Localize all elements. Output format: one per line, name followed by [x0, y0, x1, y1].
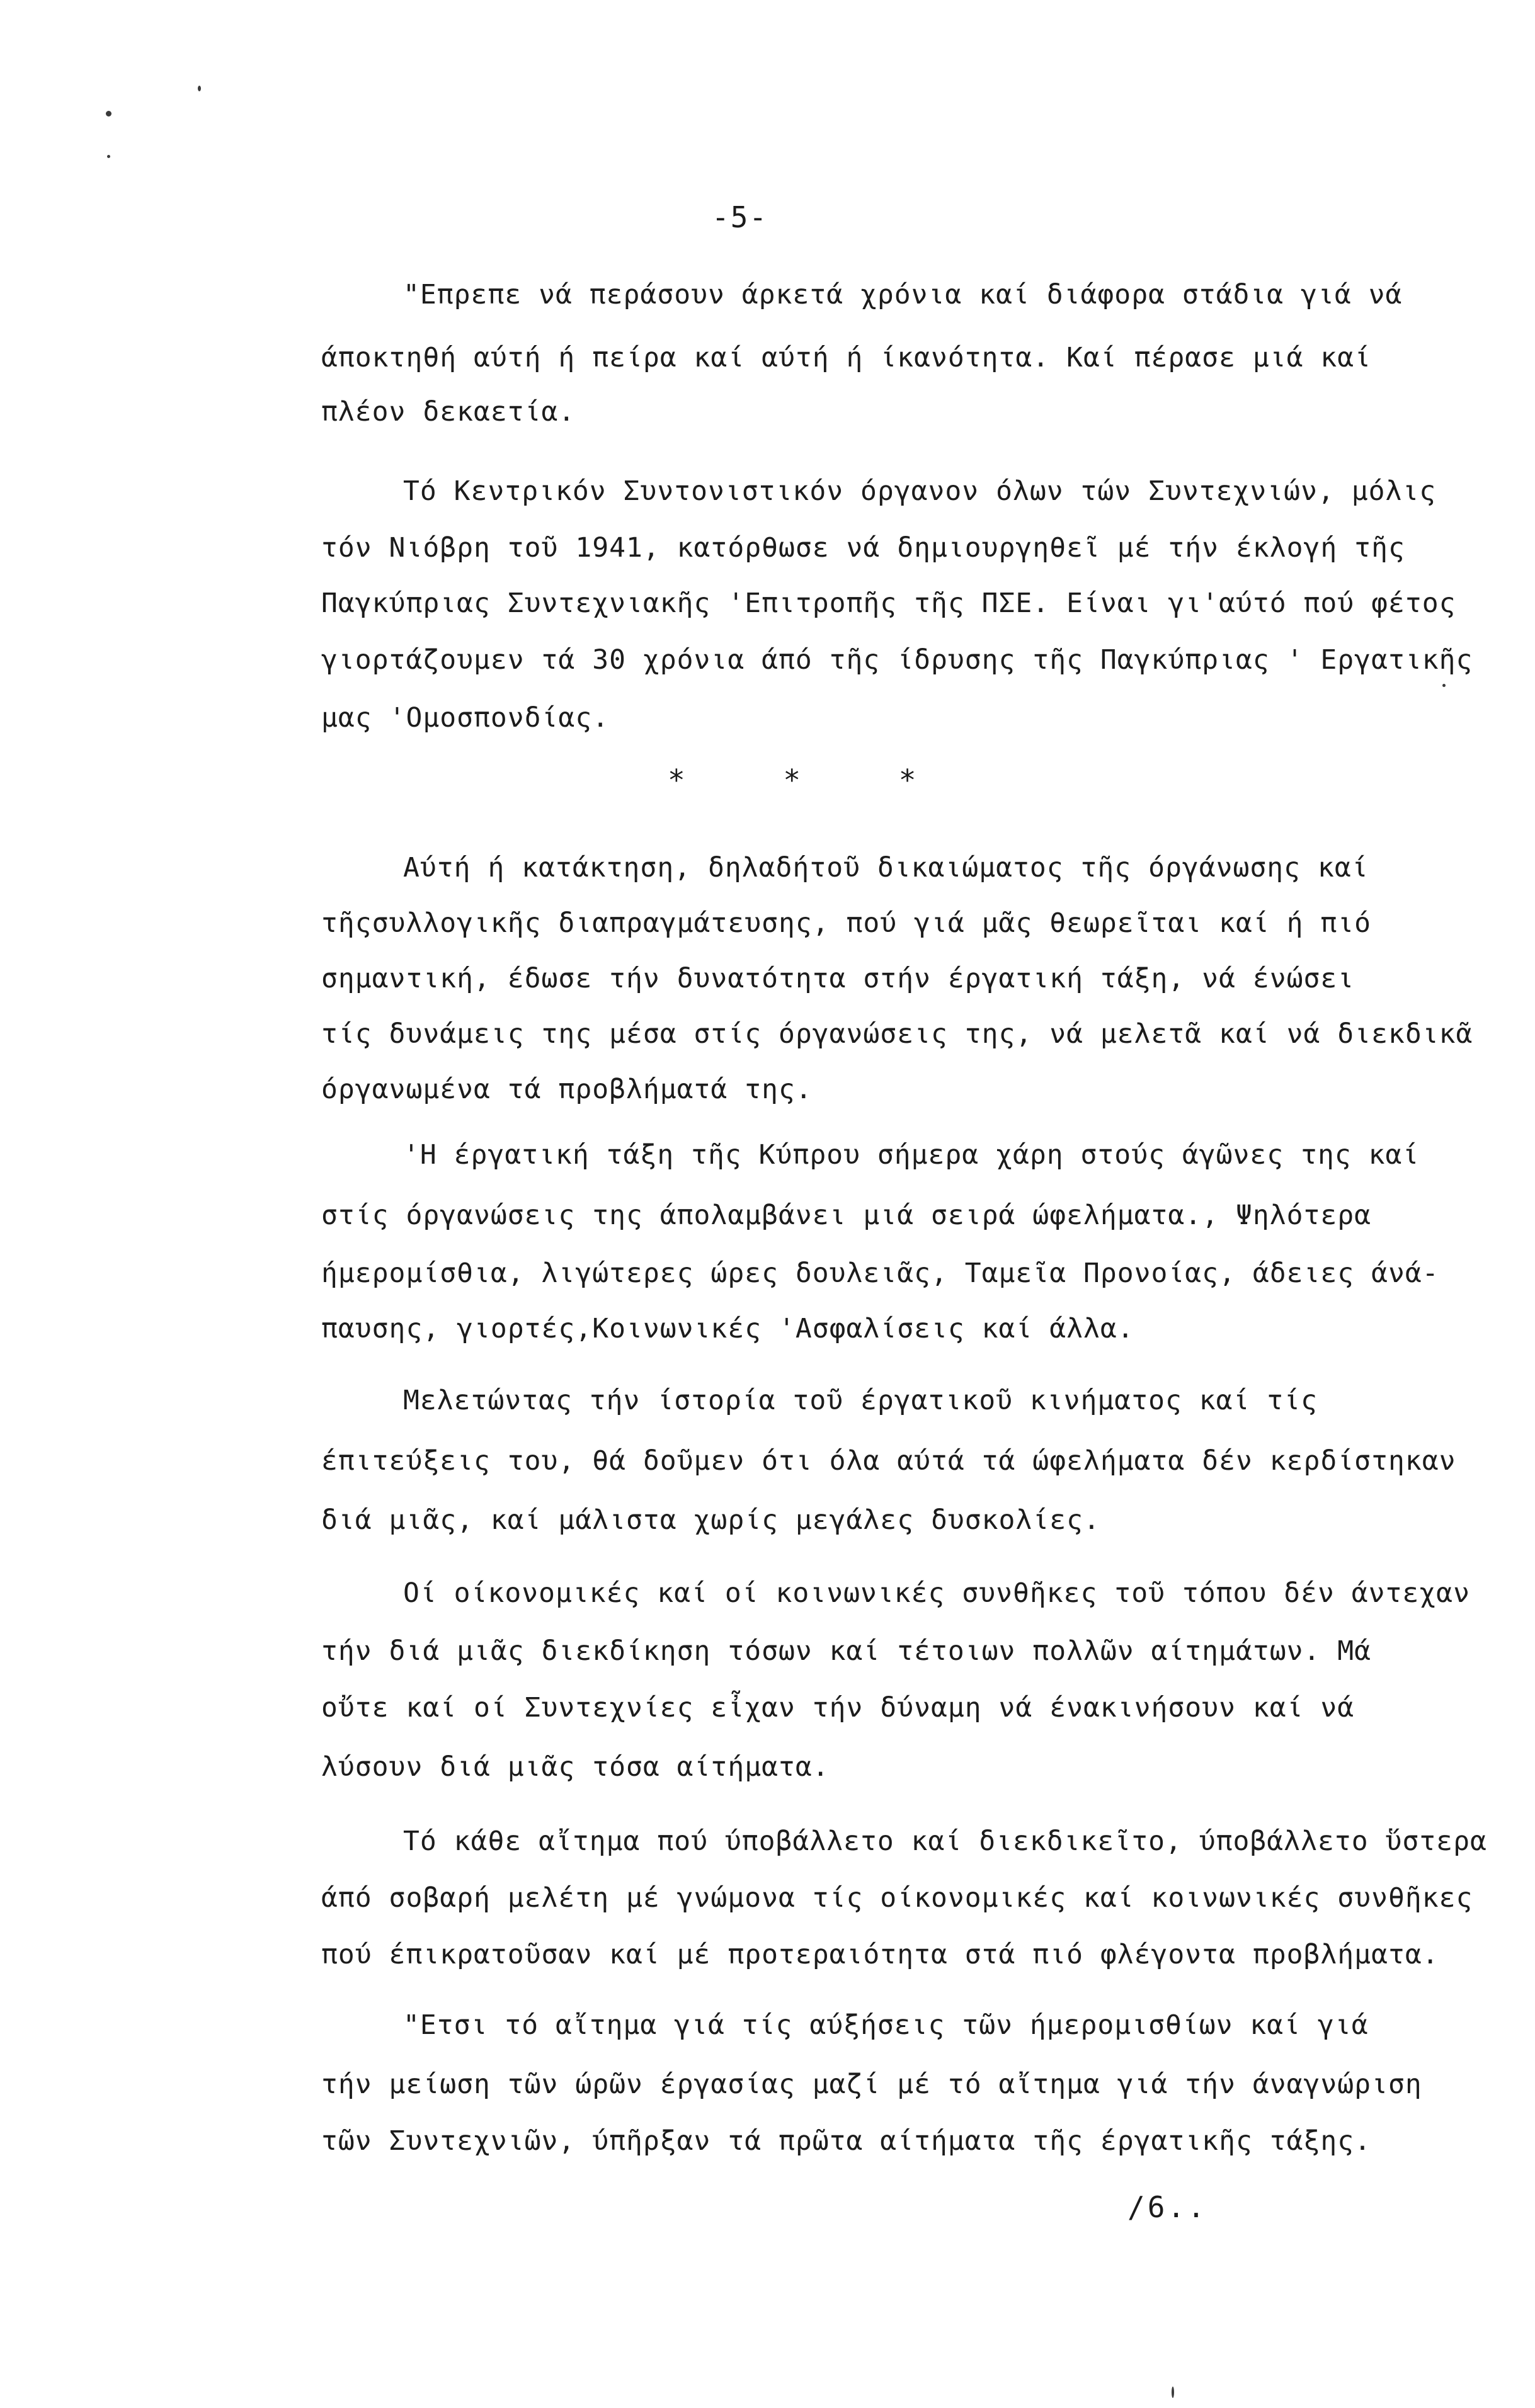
scan-speck — [107, 155, 110, 158]
text-line: οὔτε καί οί Συντεχνίες εἶχαν τήν δύναμη νά ένακινήσουν καί νά — [321, 1692, 1355, 1724]
text-line: 'Η έργατική τάξη τῆς Κύπρου σήμερα χάρη στούς άγῶνες της καί — [403, 1139, 1420, 1171]
scan-speck — [1172, 2387, 1174, 2398]
text-line: Αύτή ή κατάκτηση, δηλαδήτοῦ δικαιώματος τῆς όργάνωσης καί — [403, 852, 1369, 883]
section-separator: * * * — [668, 763, 957, 797]
text-line: όργανωμένα τά προβλήματά της. — [321, 1074, 813, 1105]
text-line: "Επρεπε νά περάσουν άρκετά χρόνια καί διάφορα στάδια γιά νά — [403, 279, 1403, 310]
text-line: λύσουν διά μιᾶς τόσα αίτήματα. — [321, 1751, 830, 1783]
text-line: Παγκύπριας Συντεχνιακῆς 'Επιτροπῆς τῆς ΠΣΕ. Είναι γι'αύτό πού φέτος — [321, 588, 1456, 619]
text-line: Μελετώντας τήν ίστορία τοῦ έργατικοῦ κινήματος καί τίς — [403, 1385, 1318, 1416]
text-line: παυσης, γιορτές,Κοινωνικές 'Ασφαλίσεις καί άλλα. — [321, 1313, 1134, 1344]
text-line: πού έπικρατοῦσαν καί μέ προτεραιότητα στά πιό φλέγοντα προβλήματα. — [321, 1939, 1439, 1970]
text-line: πλέον δεκαετία. — [321, 396, 576, 428]
text-line: διά μιᾶς, καί μάλιστα χωρίς μεγάλες δυσκολίες. — [321, 1504, 1100, 1536]
text-line: έπιτεύξεις του, θά δοῦμεν ότι όλα αύτά τά ώφελήματα δέν κερδίστηκαν — [321, 1445, 1456, 1477]
text-line: τήν διά μιᾶς διεκδίκηση τόσων καί τέτοιων πολλῶν αίτημάτων. Μά — [321, 1635, 1372, 1667]
text-line: Οί οίκονομικές καί οί κοινωνικές συνθῆκες τοῦ τόπου δέν άντεχαν — [403, 1577, 1470, 1609]
scan-speck — [106, 111, 111, 116]
text-line: τῆςσυλλογικῆς διαπραγμάτευσης, πού γιά μᾶς θεωρεῖται καί ή πιό — [321, 907, 1372, 939]
text-line: τίς δυνάμεις της μέσα στίς όργανώσεις της, νά μελετᾶ καί νά διεκδικᾶ — [321, 1018, 1473, 1050]
text-line: στίς όργανώσεις της άπολαμβάνει μιά σειρά ώφελήματα., Ψηλότερα — [321, 1200, 1372, 1231]
text-line: άποκτηθή αύτή ή πείρα καί αύτή ή ίκανότητα. Καί πέρασε μιά καί — [321, 342, 1372, 373]
text-line: Τό Κεντρικόν Συντονιστικόν όργανον όλων τών Συντεχνιών, μόλις — [403, 475, 1437, 507]
text-line: τῶν Συντεχνιῶν, ύπῆρξαν τά πρῶτα αίτήματα τῆς έργατικῆς τάξης. — [321, 2125, 1372, 2157]
text-line: τήν μείωση τῶν ώρῶν έργασίας μαζί μέ τό αἴτημα γιά τήν άναγνώριση — [321, 2069, 1422, 2100]
continuation-marker: /6.. — [1127, 2190, 1207, 2224]
scan-speck — [1442, 684, 1446, 687]
text-line: άπό σοβαρή μελέτη μέ γνώμονα τίς οίκονομικές καί κοινωνικές συνθῆκες — [321, 1882, 1473, 1914]
page-number: -5- — [712, 200, 768, 234]
text-line: ήμερομίσθια, λιγώτερες ώρες δουλειᾶς, Ταμεῖα Προνοίας, άδειες άνά- — [321, 1258, 1439, 1289]
text-line: τόν Νιόβρη τοῦ 1941, κατόρθωσε νά δημιουργηθεῖ μέ τήν έκλογή τῆς — [321, 532, 1405, 564]
text-line: μας 'Ομοσπονδίας. — [321, 702, 610, 734]
text-line: γιορτάζουμεν τά 30 χρόνια άπό τῆς ίδρυσης τῆς Παγκύπριας ' Εργατικῆς — [321, 644, 1473, 676]
scan-speck — [198, 86, 201, 91]
text-line: σημαντική, έδωσε τήν δυνατότητα στήν έργατική τάξη, νά ένώσει — [321, 963, 1355, 994]
text-line: Τό κάθε αἴτημα πού ύποβάλλετο καί διεκδικεῖτο, ύποβάλλετο ὕστερα — [403, 1826, 1487, 1857]
text-line: "Ετσι τό αἴτημα γιά τίς αύξήσεις τῶν ήμερομισθίων καί γιά — [403, 2009, 1369, 2041]
